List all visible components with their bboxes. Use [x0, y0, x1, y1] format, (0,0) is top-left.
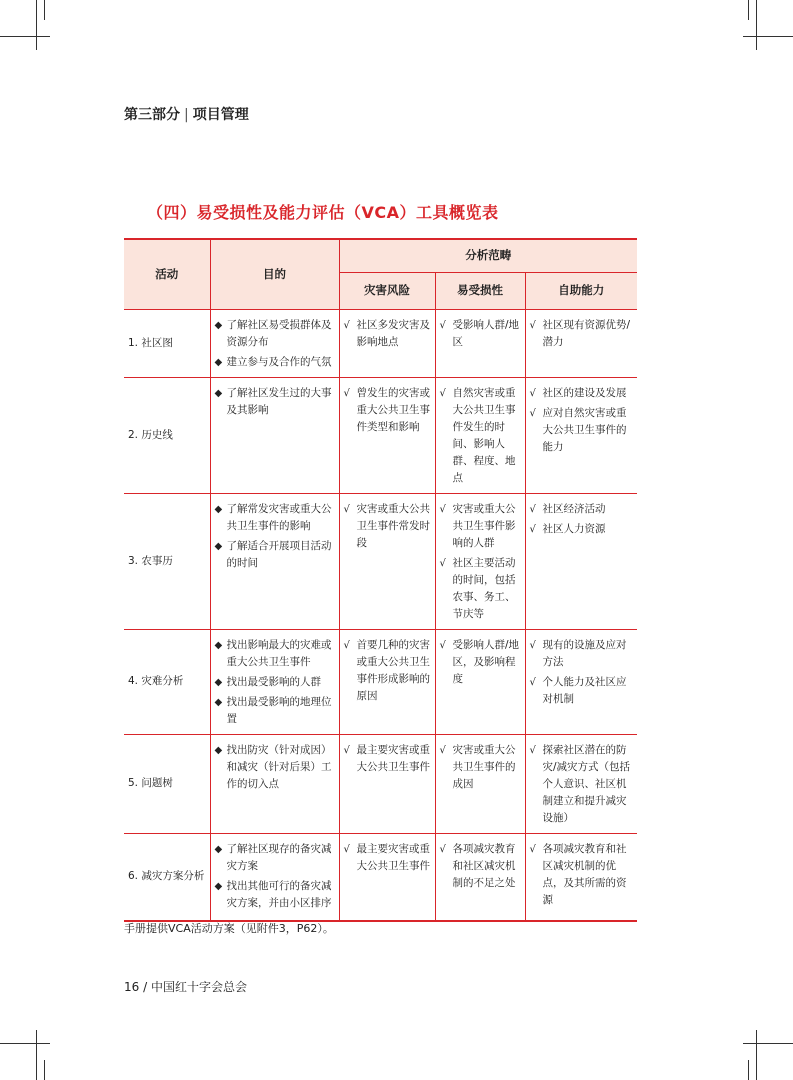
purpose-cell [210, 833, 339, 921]
item-text: 曾发生的灾害或重大公共卫生事件类型和影响 [356, 386, 430, 433]
item-text: 社区主要活动的时间，包括农事、务工、节庆等 [452, 556, 516, 620]
table-row [124, 629, 637, 734]
item-text: 了解常发灾害或重大公共卫生事件的影响 [226, 502, 332, 532]
checkmark-icon: √ [439, 557, 446, 569]
hazard-cell [339, 833, 435, 921]
bullet-item [215, 354, 335, 371]
capacity-cell [525, 629, 637, 734]
check-item [530, 317, 634, 351]
check-item [440, 742, 521, 793]
crop-mark [44, 0, 45, 20]
checkmark-icon: √ [439, 639, 446, 651]
checkmark-icon: √ [343, 387, 350, 399]
table-row [124, 493, 637, 629]
crop-mark [756, 0, 757, 50]
item-text: 了解社区发生过的大事及其影响 [226, 386, 332, 416]
check-item [344, 742, 431, 776]
item-text: 了解社区易受损群体及资源分布 [226, 318, 332, 348]
table-note: 手册提供VCA活动方案（见附件3，P62）。 [124, 922, 334, 935]
checkmark-icon: √ [343, 319, 350, 331]
item-text: 找出其他可行的备灾减灾方案，并由小区排序 [226, 879, 332, 909]
capacity-cell [525, 493, 637, 629]
diamond-bullet-icon: ◆ [214, 356, 223, 368]
item-text: 最主要灾害或重大公共卫生事件 [356, 743, 430, 773]
header-scope: 分析范畴 [339, 239, 637, 272]
vulnerability-cell [435, 309, 525, 377]
checkmark-icon: √ [343, 744, 350, 756]
hazard-cell [339, 377, 435, 493]
item-text: 探索社区潜在的防灾/减灾方式（包括个人意识、社区机制建立和提升减灾设施） [542, 743, 631, 824]
activity-cell: 1. 社区图 [124, 309, 210, 377]
check-item [440, 555, 521, 623]
header-vulnerability: 易受损性 [435, 272, 525, 309]
header-section: 项目管理 [192, 107, 249, 123]
diamond-bullet-icon: ◆ [214, 387, 223, 399]
checkmark-icon: √ [439, 319, 446, 331]
item-text: 社区现有资源优势/潜力 [542, 318, 631, 348]
checkmark-icon: √ [529, 319, 536, 331]
check-item [344, 317, 431, 351]
bullet-item [215, 674, 335, 691]
activity-cell: 6. 减灾方案分析 [124, 833, 210, 921]
item-text: 社区的建设及发展 [542, 386, 627, 399]
header-purpose: 目的 [210, 239, 339, 309]
purpose-cell [210, 629, 339, 734]
checkmark-icon: √ [439, 503, 446, 515]
crop-mark [36, 0, 37, 50]
purpose-cell [210, 309, 339, 377]
check-item [344, 385, 431, 436]
item-text: 受影响人群/地区 [452, 318, 520, 348]
header-hazard: 灾害风险 [339, 272, 435, 309]
checkmark-icon: √ [529, 843, 536, 855]
crop-mark [36, 1030, 37, 1080]
item-text: 灾害或重大公共卫生事件的成因 [452, 743, 516, 790]
bullet-item [215, 878, 335, 912]
crop-mark [0, 36, 50, 37]
diamond-bullet-icon: ◆ [214, 540, 223, 552]
check-item [440, 501, 521, 552]
check-item [344, 637, 431, 705]
check-item [530, 501, 634, 518]
capacity-cell [525, 309, 637, 377]
item-text: 个人能力及社区应对机制 [542, 675, 627, 705]
capacity-cell [525, 833, 637, 921]
checkmark-icon: √ [439, 843, 446, 855]
check-item [530, 637, 634, 671]
capacity-cell [525, 734, 637, 833]
activity-cell: 2. 历史线 [124, 377, 210, 493]
diamond-bullet-icon: ◆ [214, 843, 223, 855]
crop-mark [756, 1030, 757, 1080]
item-text: 最主要灾害或重大公共卫生事件 [356, 842, 430, 872]
crop-mark [748, 0, 749, 20]
vca-overview-table [124, 238, 637, 922]
check-item [530, 742, 634, 827]
checkmark-icon: √ [343, 503, 350, 515]
checkmark-icon: √ [529, 676, 536, 688]
running-header [124, 104, 249, 124]
checkmark-icon: √ [529, 503, 536, 515]
crop-mark [748, 1060, 749, 1080]
purpose-cell [210, 493, 339, 629]
item-text: 建立参与及合作的气氛 [226, 355, 332, 368]
header-capacity: 自助能力 [525, 272, 637, 309]
bullet-item [215, 694, 335, 728]
item-text: 找出最受影响的地理位置 [226, 695, 332, 725]
item-text: 自然灾害或重大公共卫生事件发生的时间、影响人群、程度、地点 [452, 386, 516, 484]
check-item [440, 637, 521, 688]
bullet-item [215, 501, 335, 535]
checkmark-icon: √ [529, 387, 536, 399]
hazard-cell [339, 734, 435, 833]
check-item [344, 841, 431, 875]
crop-mark [743, 1043, 793, 1044]
diamond-bullet-icon: ◆ [214, 676, 223, 688]
diamond-bullet-icon: ◆ [214, 744, 223, 756]
vulnerability-cell [435, 734, 525, 833]
diamond-bullet-icon: ◆ [214, 319, 223, 331]
purpose-cell [210, 377, 339, 493]
checkmark-icon: √ [529, 523, 536, 535]
bullet-item [215, 538, 335, 572]
crop-mark [0, 1043, 50, 1044]
checkmark-icon: √ [529, 639, 536, 651]
crop-mark [743, 36, 793, 37]
item-text: 找出最受影响的人群 [226, 675, 321, 688]
item-text: 找出影响最大的灾难或重大公共卫生事件 [226, 638, 332, 668]
vulnerability-cell [435, 833, 525, 921]
item-text: 灾害或重大公共卫生事件影响的人群 [452, 502, 516, 549]
check-item [530, 841, 634, 909]
check-item [440, 317, 521, 351]
table-title: （四）易受损性及能力评估（VCA）工具概览表 [147, 203, 499, 222]
check-item [530, 405, 634, 456]
table-row [124, 309, 637, 377]
checkmark-icon: √ [343, 639, 350, 651]
diamond-bullet-icon: ◆ [214, 639, 223, 651]
item-text: 了解社区现存的备灾减灾方案 [226, 842, 332, 872]
item-text: 受影响人群/地区，及影响程度 [452, 638, 520, 685]
checkmark-icon: √ [439, 744, 446, 756]
item-text: 灾害或重大公共卫生事件常发时段 [356, 502, 430, 549]
check-item [530, 521, 634, 538]
vulnerability-cell [435, 493, 525, 629]
check-item [440, 841, 521, 892]
hazard-cell [339, 309, 435, 377]
hazard-cell [339, 629, 435, 734]
table-row [124, 377, 637, 493]
header-separator: | [184, 107, 189, 123]
bullet-item [215, 637, 335, 671]
checkmark-icon: √ [439, 387, 446, 399]
diamond-bullet-icon: ◆ [214, 696, 223, 708]
item-text: 现有的设施及应对方法 [542, 638, 627, 668]
bullet-item [215, 385, 335, 419]
capacity-cell [525, 377, 637, 493]
bullet-item [215, 317, 335, 351]
activity-cell: 4. 灾难分析 [124, 629, 210, 734]
diamond-bullet-icon: ◆ [214, 880, 223, 892]
item-text: 找出防灾（针对成因）和减灾（针对后果）工作的切入点 [226, 743, 332, 790]
bullet-item [215, 841, 335, 875]
check-item [344, 501, 431, 552]
crop-mark [44, 1060, 45, 1080]
vulnerability-cell [435, 377, 525, 493]
table-row [124, 734, 637, 833]
vulnerability-cell [435, 629, 525, 734]
bullet-item [215, 742, 335, 793]
purpose-cell [210, 734, 339, 833]
check-item [530, 385, 634, 402]
activity-cell: 5. 问题树 [124, 734, 210, 833]
activity-cell: 3. 农事历 [124, 493, 210, 629]
item-text: 社区多发灾害及影响地点 [356, 318, 430, 348]
item-text: 了解适合开展项目活动的时间 [226, 539, 332, 569]
checkmark-icon: √ [343, 843, 350, 855]
header-activity: 活动 [124, 239, 210, 309]
check-item [530, 674, 634, 708]
checkmark-icon: √ [529, 744, 536, 756]
table-row [124, 833, 637, 921]
item-text: 各项减灾教育和社区减灾机制的优点，及其所需的资源 [542, 842, 627, 906]
item-text: 应对自然灾害或重大公共卫生事件的能力 [542, 406, 627, 453]
diamond-bullet-icon: ◆ [214, 503, 223, 515]
hazard-cell [339, 493, 435, 629]
table-body [124, 309, 637, 921]
checkmark-icon: √ [529, 407, 536, 419]
page-footer: 16 / 中国红十字会总会 [124, 980, 247, 994]
header-part: 第三部分 [124, 107, 180, 123]
item-text: 社区经济活动 [542, 502, 606, 515]
check-item [440, 385, 521, 487]
item-text: 各项减灾教育和社区减灾机制的不足之处 [452, 842, 516, 889]
item-text: 社区人力资源 [542, 522, 606, 535]
item-text: 首要几种的灾害或重大公共卫生事件形成影响的原因 [356, 638, 430, 702]
